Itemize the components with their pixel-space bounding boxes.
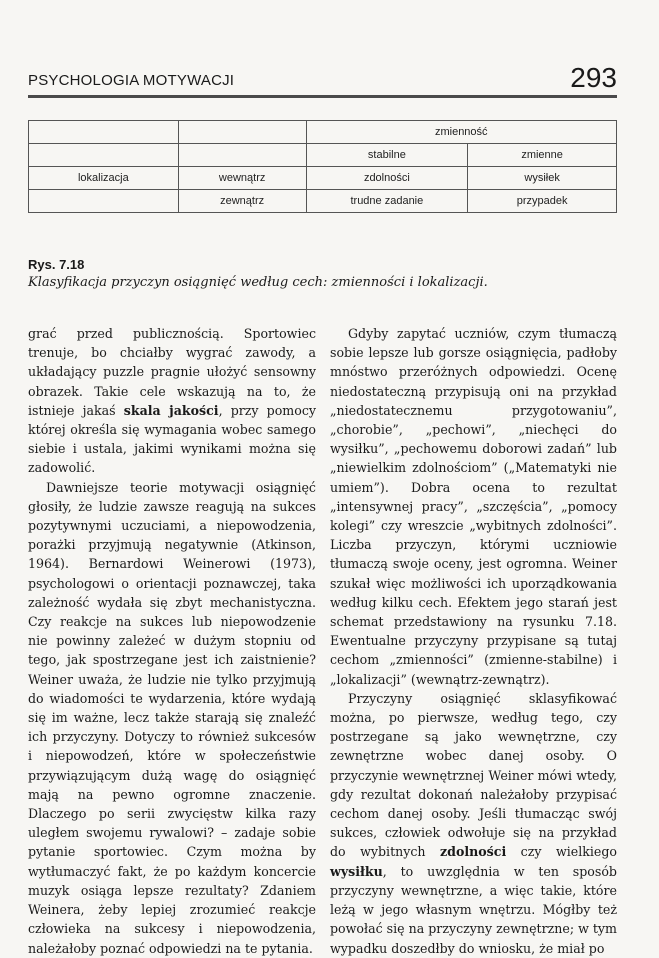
table-cell: przypadek — [468, 190, 617, 213]
table-row-internal: wewnątrz — [178, 167, 306, 190]
text-run: , to uwzględnia w ten sposób przyczyny wewnętrzne, a więc takie, które leżą w jego własnym wnętrzu. Mógłby też powołać się na przyczyny zewnętrzne; w tym wypadku doszedłby do wniosku, że miał po — [330, 863, 617, 956]
attribution-table — [28, 120, 617, 213]
table-cell: trudne zadanie — [306, 190, 468, 213]
table-row — [29, 190, 617, 213]
text-run: Przyczyny osiągnięć sklasyfikować można, po pierwsze, według tego, czy postrzegane są jako wewnętrzne, czy zewnętrzne wobec danej osoby. O przyczynie wewnętrznej Weiner mówi wtedy, gdy rezultat dokonań należałoby przypisać cechom danej osoby. Jeśli tłumacząc swój sukces, człowiek odwołuje się na przykład do wybitnych — [330, 690, 617, 860]
page-header — [28, 64, 617, 96]
bold-term: zdolności — [439, 844, 507, 860]
bold-term: wysiłku — [330, 863, 383, 879]
text-run: , przy pomocy której określa się wymagania wobec samego siebie i ustala, jakimi wynikami można się zadowolić. — [28, 402, 316, 476]
bold-term: skala jakości — [123, 402, 219, 418]
paragraph: Dawniejsze teorie motywacji osiągnięć głosiły, że ludzie zawsze reagują na sukces pozytywnymi uczuciami, a niepowodzenia, porażki przyjmują negatywnie (Atkinson, 1964). Bernardowi Weinerowi (1973), psychologowi o orientacji poznawczej, taka zależność wydała się zbyt mechanistyczna. Czy reakcje na sukces lub niepowodzenie nie powinny zależeć w dużym stopniu od tego, jak spostrzegane jest ich zaistnienie? Weiner uważa, że ludzie nie tylko przyjmują do wiadomości te wydarzenia, które wydają się im ważne, lecz także starają się znaleźć ich przyczyny. Dotyczy to również sukcesów i niepowodzeń, które w społeczeństwie przywiązującym dużą wagę do osiągnięć mają na pewno ogromne znaczenie. Dlaczego po serii zwycięstw kilka razy uległem swojemu rywalowi? – zadaje sobie pytanie sportowiec. Czym można by wytłumaczyć fakt, że po każdym koncercie muzyk osiąga lepsze rezultaty? Zdaniem Weinera, żeby lepiej zrozumieć reakcje człowieka na sukcesy i niepowodzenia, należałoby poznać odpowiedzi na te pytania. — [28, 479, 316, 956]
text-run: czy wielkiego — [506, 844, 617, 860]
figure-label: Rys. 7.18 — [28, 257, 85, 272]
paragraph — [330, 689, 617, 958]
text-run: grać przed publicznością. Sportowiec trenuje, bo chciałby wygrać zawody, a układający puzzle pragnie ułożyć sensowny obrazek. Takie cele wskazują na to, że istnieje jakaś — [28, 326, 316, 418]
table-header-variable: zmienne — [468, 144, 617, 167]
page-number: 293 — [570, 62, 617, 93]
paragraph — [28, 324, 316, 478]
header-rule — [28, 95, 617, 98]
table-row-external: zewnątrz — [178, 190, 306, 213]
running-title: PSYCHOLOGIA MOTYWACJI — [28, 72, 235, 89]
table-cell — [29, 144, 179, 167]
table-row — [29, 121, 617, 144]
table-cell — [178, 144, 306, 167]
paragraph: Gdyby zapytać uczniów, czym tłumaczą sobie lepsze lub gorsze osiągnięcia, padłoby mnóstwo przeróżnych odpowiedzi. Ocenę niedostateczną przypisują oni na przykład „niedostatecznemu przygotowaniu”, „chorobie”, „pechowi”, „niechęci do wysiłku”, „pechowemu doborowi zadań” lub „niewielkim zdolnościom” („Matematyki nie umiem”). Dobra ocena to rezultat „intensywnej pracy”, „szczęścia”, „pomocy kolegi” czy wreszcie „wybitnych zdolności”. Liczba przyczyn, którymi uczniowie tłumaczą swoje oceny, jest ogromna. Weiner szukał więc możliwości ich uporządkowania według kilku cech. Efektem jego starań jest schemat przedstawiony na rysunku 7.18. Ewentualne przyczyny przypisane są tutaj cechom „zmienności” (zmienne-stabilne) i „lokalizacji” (wewnątrz-zewnątrz). — [330, 326, 617, 687]
left-column — [28, 324, 316, 958]
table-cell — [178, 121, 306, 144]
table-header-stable: stabilne — [306, 144, 468, 167]
figure-caption-text: Klasyfikacja przyczyn osiągnięć według cech: zmienności i lokalizacji. — [28, 275, 488, 290]
table-row — [29, 167, 617, 190]
table-header-location: lokalizacja — [29, 167, 179, 190]
table-cell: zdolności — [306, 167, 468, 190]
table-header-variability: zmienność — [306, 121, 616, 144]
figure-caption — [28, 256, 617, 292]
table-cell: wysiłek — [468, 167, 617, 190]
table-cell — [29, 121, 179, 144]
table-row — [29, 144, 617, 167]
right-column — [330, 324, 617, 958]
table-cell — [29, 190, 179, 213]
